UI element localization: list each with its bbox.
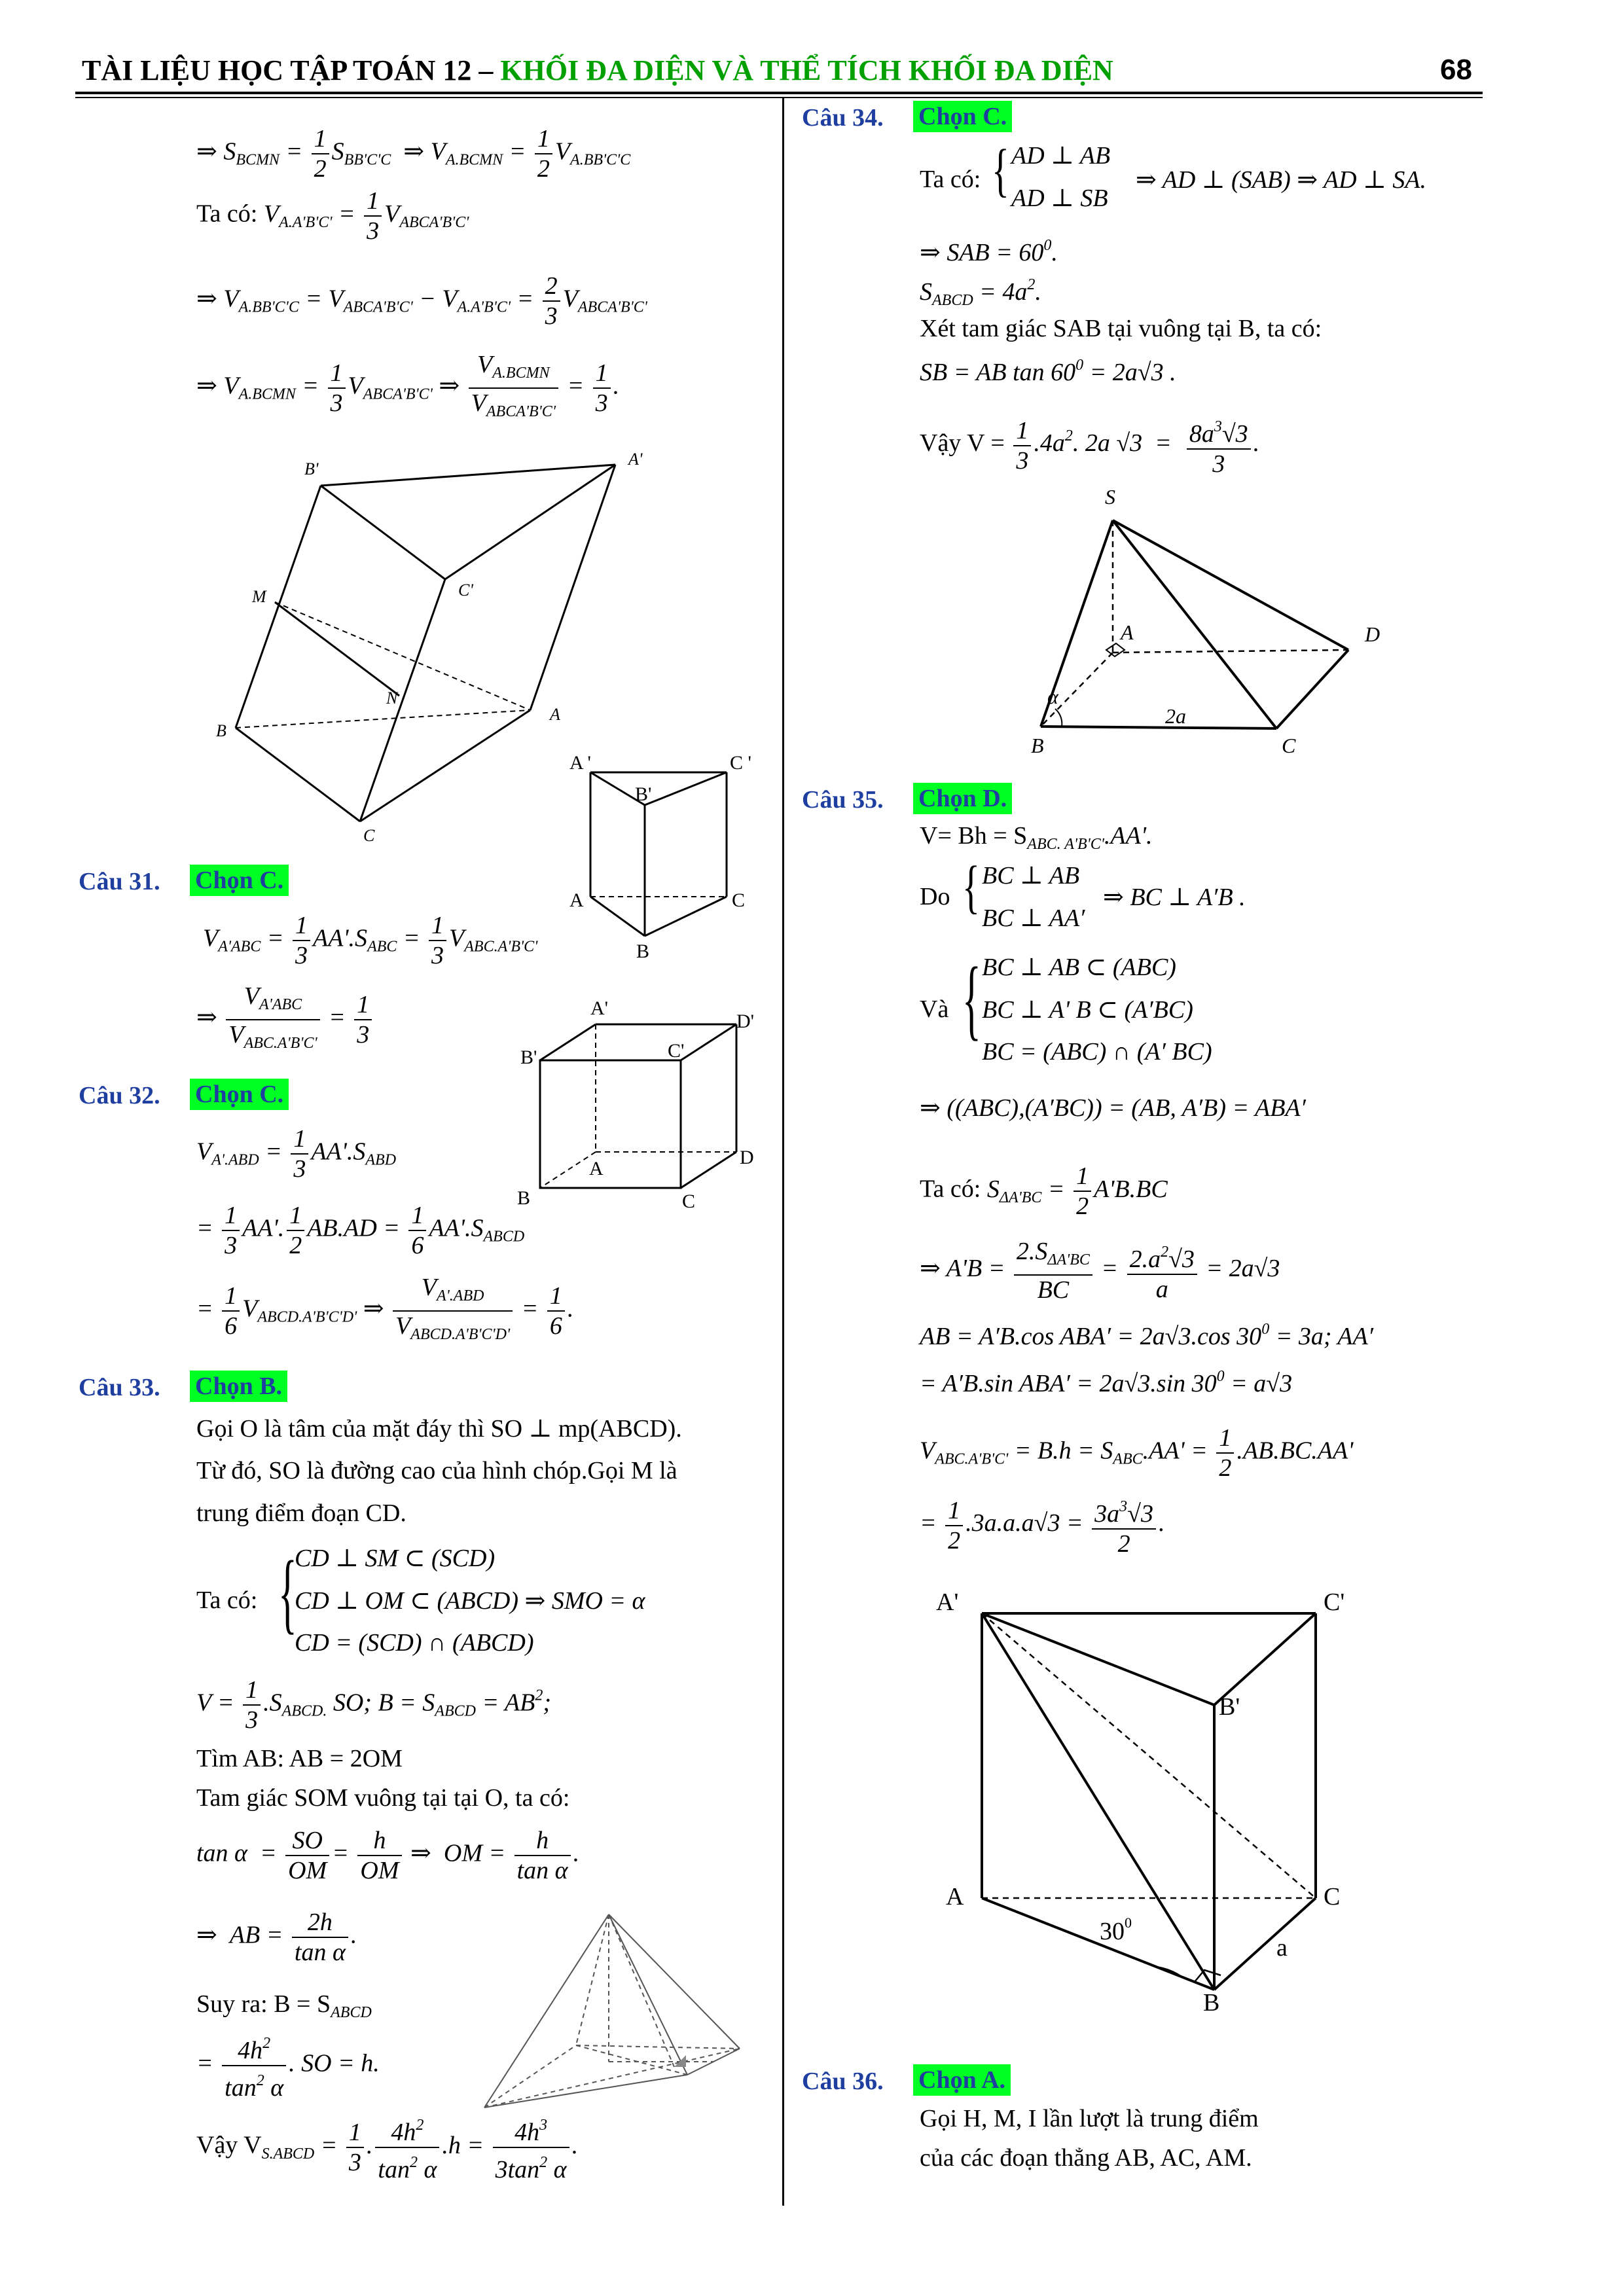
sab-text: ⇒ SAB = 60 bbox=[920, 239, 1044, 266]
cau34-sysB: AD ⊥ SB bbox=[1011, 185, 1108, 212]
label-30deg: $30^0$ bbox=[1100, 1914, 1132, 1945]
cau32-answer: Chọn C. bbox=[190, 1079, 289, 1110]
pyramid-figure bbox=[478, 1905, 753, 2114]
vay34-text: Vậy V = bbox=[920, 429, 1005, 457]
cau36-line2: của các đoạn thẳng AB, AC, AM. bbox=[920, 2144, 1252, 2172]
cau35-doB: BC ⊥ AA′ bbox=[982, 905, 1085, 932]
cau33-label: Câu 33. bbox=[79, 1374, 160, 1401]
label-2a: 2a bbox=[1165, 704, 1186, 728]
suyra-text: Suy ra: B = S bbox=[196, 1990, 331, 2018]
label-b: B bbox=[1031, 734, 1044, 757]
equation-va-line: Ta có: $V_{A.A'B'C'}$ = $\frac{1}{3}$ $V_{ABCA'B'C'}$ bbox=[196, 187, 469, 245]
label-b-prime: B' bbox=[635, 783, 652, 805]
cau31-eq2: ⇒ $\frac{V_{A'ABC}}{V_{ABC.A'B'C'}}$ = $\frac{1}{3}$ bbox=[196, 982, 374, 1058]
label-c: C bbox=[1324, 1883, 1341, 1910]
cau33-tamgiac: Tam giác SOM vuông tại tại O, ta có: bbox=[196, 1784, 570, 1812]
cau34-vay: Vậy V = $\frac{1}{3}$ $.4a^2$. 2a √3 = $\frac{8a^3√3}{3}$ . bbox=[920, 412, 1259, 478]
cau35-vol: $V_{ABC.A'B'C'} = B.h = S_{ABC}.AA'$ = $\frac{1}{2}$ .AB.BC.AA' bbox=[920, 1424, 1354, 1482]
cau35-angle: ⇒ ((ABC),(A′BC)) = (AB, A′B) = ABA′ bbox=[920, 1094, 1306, 1122]
brace-icon: { bbox=[962, 949, 981, 1049]
header-title-topic: KHỐI ĐA DIỆN VÀ THỂ TÍCH KHỐI ĐA DIỆN bbox=[500, 54, 1113, 86]
label-m: M bbox=[252, 587, 266, 606]
cau33-sys1: CD ⊥ SM ⊂ (SCD) bbox=[295, 1545, 496, 1572]
label-alpha: α bbox=[1047, 685, 1058, 708]
cau33-ab: ⇒ AB = $\frac{2h}{\text{tan α}}$ . bbox=[196, 1909, 357, 1966]
brace-icon: { bbox=[962, 855, 980, 920]
cau33-line2: Từ đó, SO là đường cao của hình chóp.Gọi M là bbox=[196, 1457, 677, 1484]
label-b: B bbox=[1203, 1989, 1220, 2016]
cau33-tim: Tìm AB: AB = 2OM bbox=[196, 1745, 403, 1772]
label-c: C bbox=[1282, 734, 1296, 757]
header-title bbox=[82, 54, 1113, 87]
angle-marker bbox=[674, 2055, 686, 2067]
label-d-prime: D' bbox=[736, 1011, 755, 1032]
cau34-xet: Xét tam giác SAB tại vuông tại B, ta có: bbox=[920, 315, 1322, 342]
label-c: C bbox=[682, 1191, 696, 1211]
sb-text: SB = AB tan 60 bbox=[920, 359, 1076, 386]
taco35-text: Ta có: bbox=[920, 1175, 981, 1203]
right-angle-icon bbox=[1106, 643, 1125, 656]
cau31-answer: Chọn C. bbox=[190, 865, 289, 896]
label-c-prime: C' bbox=[458, 581, 473, 600]
cau36-line1: Gọi H, M, I lần lượt là trung điểm bbox=[920, 2105, 1259, 2132]
label-c-prime: C' bbox=[1324, 1588, 1345, 1616]
cau33-taco: Ta có: bbox=[196, 1587, 258, 1614]
cau33-answer: Chọn B. bbox=[190, 1371, 287, 1402]
cau36-label: Câu 36. bbox=[802, 2068, 884, 2095]
label-b-prime: B' bbox=[520, 1047, 537, 1068]
cau35-vaB: BC ⊥ A' B ⊂ (A′BC) bbox=[982, 996, 1193, 1024]
cau33-vay: Vậy $V_{S.ABCD}$ = $\frac{1}{3}$ . $\frac{4h^2}{\tan^2 \alpha}$ .h = $\frac{4h^3}{3\tan^2 \alpha}$ . bbox=[196, 2111, 578, 2184]
cau34-answer: Chọn C. bbox=[913, 101, 1012, 132]
cau34-label: Câu 34. bbox=[802, 104, 884, 132]
label-b: B bbox=[636, 941, 650, 962]
equation-ratio: ⇒ $V_{A.BCMN}$ = $\frac{1}{3}$ $V_{ABCA'B'C'}$ ⇒ $\frac{V_{A.BCMN}}{V_{ABCA'B'C'}}$ = $\frac{1}{3}$ . bbox=[196, 351, 620, 420]
column-divider bbox=[782, 98, 784, 2206]
label-a: A bbox=[946, 1883, 964, 1910]
cau35-vol2: = $\frac{1}{2}$ .3a.a.a√3 = $\frac{3a^3√3}{2}$ . bbox=[920, 1492, 1165, 1558]
aa-text: = A′B.sin ABA′ = 2a√3.sin 30 bbox=[920, 1370, 1217, 1397]
cau32-eq1: $V_{A'.ABD}$ = $\frac{1}{3}$ $AA'.S_{ABD}$ bbox=[196, 1125, 397, 1183]
cau34-sabcd: $S_{ABCD} = 4a^2$. bbox=[920, 276, 1041, 309]
label-c-prime: C' bbox=[668, 1040, 685, 1062]
header-rule-thin bbox=[75, 97, 1483, 98]
cau35-do: Do bbox=[920, 883, 950, 910]
cau34-taco: Ta có: bbox=[920, 166, 981, 193]
cau35-va: Và bbox=[920, 996, 949, 1023]
sabcd-text: S bbox=[920, 278, 932, 306]
cau35-ab: AB = A′B.cos ABA′ = 2a√3.cos $30^0 = 3a$; AA′ bbox=[920, 1321, 1374, 1350]
cau33-b: = $\frac{4h^2}{\tan^2 \alpha}$ . SO = h. bbox=[196, 2029, 380, 2102]
cau33-sys3: CD = (SCD) ∩ (ABCD) bbox=[295, 1629, 534, 1657]
ab-text: AB = A′B.cos ABA′ = 2a√3.cos 30 bbox=[920, 1323, 1262, 1350]
header-rule bbox=[75, 92, 1483, 94]
cau35-vaA: BC ⊥ AB ⊂ (ABC) bbox=[982, 954, 1176, 981]
pyramid-sabcd-figure bbox=[1008, 481, 1401, 762]
cau34-sb: SB = AB $\tan 60^0 = 2a√3$ . bbox=[920, 357, 1176, 386]
cau33-volume: V = $\frac{1}{3}$ $.S_{ABCD.}$ SO; $B = S_{ABCD} = AB^2$; bbox=[196, 1676, 552, 1734]
cau34-impl: ⇒ AD ⊥ (SAB) ⇒ AD ⊥ SA. bbox=[1136, 166, 1427, 194]
cau35-vaC: BC = (ABC) ∩ (A′ BC) bbox=[982, 1038, 1212, 1066]
vay-text: Vậy V bbox=[196, 2131, 262, 2159]
label-b: B bbox=[517, 1187, 531, 1209]
label-n: N bbox=[386, 689, 398, 708]
label-d: D bbox=[740, 1147, 754, 1168]
cau35-doImpl: ⇒ BC ⊥ A′B . bbox=[1103, 884, 1246, 911]
cau35-taco: Ta có: $S_{\Delta A'BC}$ = $\frac{1}{2}$ A'B.BC bbox=[920, 1162, 1168, 1220]
cau33-line1: Gọi O là tâm của mặt đáy thì SO ⊥ mp(ABCD). bbox=[196, 1415, 682, 1443]
brace-icon: { bbox=[278, 1543, 297, 1643]
cau32-eq2: = $\frac{1}{3}$ AA'. $\frac{1}{2}$ AB.AD = $\frac{1}{6}$ $AA'.S_{ABCD}$ bbox=[196, 1202, 525, 1259]
header-title-prefix: TÀI LIỆU HỌC TẬP TOÁN 12 – bbox=[82, 54, 501, 86]
cau33-line3: trung điểm đoạn CD. bbox=[196, 1499, 406, 1527]
cau34-sysA: AD ⊥ AB bbox=[1011, 142, 1111, 170]
prism-cau35-figure bbox=[923, 1584, 1355, 2016]
label-a-prime: A' bbox=[628, 450, 643, 469]
cau33-sys2: CD ⊥ OM ⊂ (ABCD) ⇒ SMO = α bbox=[295, 1587, 645, 1615]
label-a-prime: A ' bbox=[569, 752, 591, 774]
page-number: 68 bbox=[1440, 54, 1472, 86]
ab2-text: = 3a; AA′ bbox=[1275, 1323, 1374, 1350]
cau31-eq1: $V_{A'ABC}$ = $\frac{1}{3}$ $AA'.S_{ABC}$ = $\frac{1}{3}$ $V_{ABC.A'B'C'}$ bbox=[203, 912, 538, 969]
equation-sbcmn: ⇒ $S_{BCMN}$ = $\frac{1}{2}$ $S_{BB'C'C}$ ⇒ $V_{A.BCMN}$ = $\frac{1}{2}$ $V_{A.BB'C'C}$ bbox=[196, 125, 631, 183]
cau34-sab: ⇒ SAB = $60^0$. bbox=[920, 237, 1058, 266]
label-a: A bbox=[589, 1158, 604, 1179]
cau35-ab-prime: ⇒ A'B = $\frac{2.S_{\Delta A'BC}}{BC}$ = $\frac{2.a^2√3}{a}$ = 2a√3 bbox=[920, 1238, 1280, 1304]
label-a-prime: A' bbox=[590, 997, 609, 1019]
brace-icon: { bbox=[992, 138, 1009, 204]
cau32-label: Câu 32. bbox=[79, 1082, 160, 1109]
cau31-label: Câu 31. bbox=[79, 868, 160, 895]
label-b: B bbox=[216, 721, 226, 740]
label-a-prime: A' bbox=[936, 1588, 959, 1616]
label-a: A bbox=[550, 705, 560, 724]
label-a-side: a bbox=[1276, 1934, 1288, 1962]
triangular-prism-figure bbox=[563, 749, 772, 965]
label-s: S bbox=[1105, 485, 1115, 509]
cau35-v: $V= Bh = S_{ABC. A'B'C'}.AA'$. bbox=[920, 822, 1153, 853]
cau33-tan: tan α = $\frac{SO}{OM}$ = $\frac{h}{OM}$ ⇒ OM = $\frac{h}{\text{tan α}}$ . bbox=[196, 1827, 580, 1884]
label-a: A bbox=[1121, 620, 1134, 644]
label-c-prime: C ' bbox=[730, 752, 751, 774]
cau35-aa: = A′B.sin ABA′ = 2a√3.sin $30^0 = a√3$ bbox=[920, 1368, 1293, 1397]
cau35-label: Câu 35. bbox=[802, 786, 884, 814]
label-c: C bbox=[363, 826, 375, 845]
cau32-eq3: = $\frac{1}{6}$ $V_{ABCD.A'B'C'D'}$ ⇒ $\frac{V_{A'.ABD}}{V_{ABCD.A'B'C'D'}}$ = $\frac{1}{6}$ . bbox=[196, 1274, 574, 1343]
cau36-answer: Chọn A. bbox=[913, 2064, 1011, 2096]
equation-vabbcc: ⇒ $V_{A.BB'C'C} = V_{ABCA'B'C'} - V_{A.A'B'C'}$ = $\frac{2}{3}$ $V_{ABCA'B'C'}$ bbox=[196, 272, 647, 330]
cau35-doA: BC ⊥ AB bbox=[982, 862, 1080, 889]
cube-figure bbox=[511, 988, 772, 1211]
v-text: V= Bh = S bbox=[920, 822, 1028, 850]
cau35-answer: Chọn D. bbox=[913, 783, 1012, 814]
cau33-suyra: Suy ra: $B = S_{ABCD}$ bbox=[196, 1990, 372, 2021]
label-b-prime: B' bbox=[304, 459, 319, 478]
label-a: A bbox=[569, 889, 584, 911]
label-b-prime: B' bbox=[1219, 1693, 1240, 1721]
label-c: C bbox=[732, 889, 746, 911]
taco-label: Ta có: bbox=[196, 200, 258, 228]
aa2-text: = a√3 bbox=[1231, 1370, 1293, 1397]
label-d: D bbox=[1365, 622, 1380, 646]
